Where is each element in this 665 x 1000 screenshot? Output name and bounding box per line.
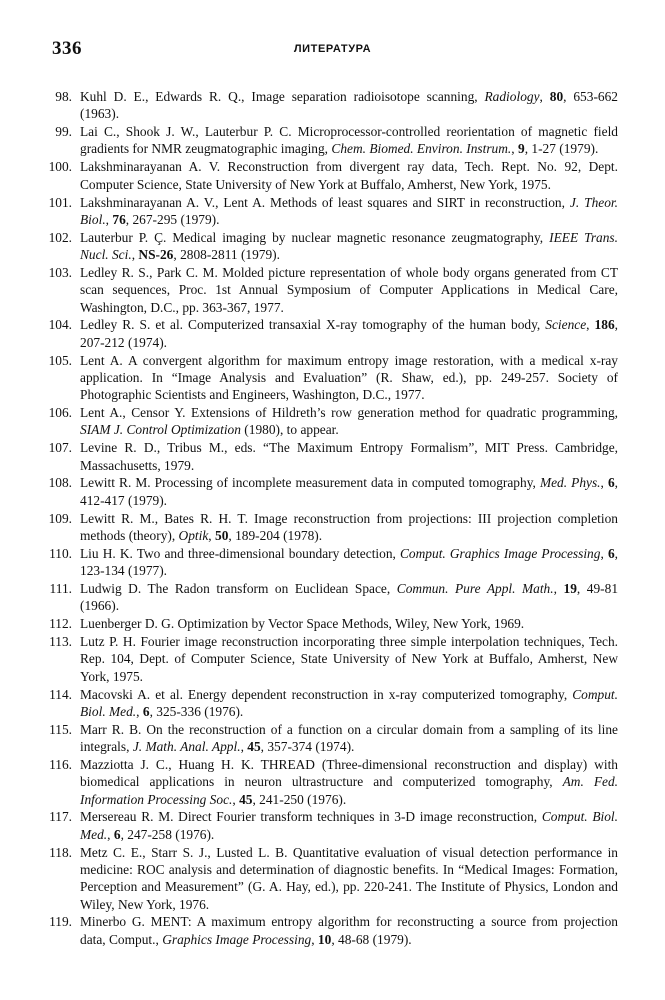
reference-number: 117. [49,809,72,825]
reference-text: , 189-204 (1978). [228,527,323,543]
reference-text: , [553,581,564,597]
reference-number: 104. [48,317,72,333]
reference-entry [40,404,618,439]
reference-entry [40,88,618,123]
reference-text: , 412-417 (1979). [80,475,619,508]
reference-text: , 247-258 (1976). [120,826,215,842]
reference-text: , 49-81 (1966). [80,581,619,614]
reference-entry [40,352,618,404]
reference-journal: Optik [178,527,209,543]
reference-entry [40,194,618,229]
reference-text: , 241-250 (1976). [252,791,347,807]
reference-volume: 6 [142,703,150,719]
reference-volume: 50 [215,527,229,543]
reference-entry [40,229,618,264]
reference-entry [40,123,618,158]
reference-text: Ledley R. S. et al. Computerized transaxial X-ray tomography of the human body, [80,317,546,333]
running-title: ЛИТЕРАТУРА [293,43,372,55]
reference-journal: Comput. Graphics Image Processing [400,545,601,561]
reference-volume: 19 [563,581,577,597]
reference-text: Lent A., Censor Y. Extensions of Hildreth’s row generation method for quadratic programming, [80,405,618,421]
reference-volume: 6 [113,826,121,842]
reference-text: , [600,545,608,561]
reference-volume: 45 [239,791,253,807]
reference-number: 103. [48,264,72,280]
reference-volume: 6 [607,545,615,561]
reference-number: 107. [48,440,72,456]
reference-text: , 357-374 (1974). [260,739,355,755]
reference-number: 110. [49,545,72,561]
reference-text: Lakshminarayanan A. V., Lent A. Methods of least squares and SIRT in reconstruction, [80,194,570,210]
reference-journal: Graphics Image Processing [162,931,312,947]
reference-journal: Science [545,317,587,333]
reference-text: , [105,211,113,227]
reference-number: 111. [49,581,72,597]
reference-entry [40,913,618,948]
reference-text: , [208,527,215,543]
reference-journal: Radiology [484,89,540,104]
reference-text: , [131,247,139,263]
reference-entry [40,615,618,632]
reference-entry [40,844,618,913]
reference-volume: 76 [112,211,126,227]
reference-text: , [136,703,143,719]
reference-journal: Am. Fed. Information Processing Soc. [80,774,618,807]
reference-number: 102. [48,229,72,245]
reference-text: Lent A. A convergent algorithm for maximum entropy image restoration, with a medical x-ray application. In “Image Analysis and Evaluation” (R. Shaw, ed.), pp. 249-257. Society of Photographic Scientists and Engineers, Washington, D.C., 1977. [80,352,618,403]
reference-number: 109. [48,510,72,526]
reference-text: Liu H. K. Two and three-dimensional boundary detection, [80,545,400,561]
reference-volume: 80 [549,89,564,104]
reference-volume: 9 [517,141,525,157]
reference-text: Kuhl D. E., Edwards R. Q., Image separation radioisotope scanning, [80,89,485,104]
reference-entry [40,721,618,756]
reference-text: Ludwig D. The Radon transform on Euclidean Space, [80,581,397,597]
reference-volume: 45 [247,739,261,755]
reference-entry [40,545,618,580]
reference-text: (1980), to appear. [240,422,339,438]
reference-text: Lauterbur P. Ç. Medical imaging by nuclear magnetic resonance zeugmatography, [80,229,550,245]
reference-text: Minerbo G. MENT: A maximum entropy algorithm for reconstructing a source from projection data, Comput., [80,914,618,947]
reference-entry [40,686,618,721]
reference-volume: NS-26 [138,247,174,263]
reference-journal: Commun. Pure Appl. Math. [396,581,554,597]
reference-entry [40,158,618,193]
reference-text: Ledley R. S., Park C. M. Molded picture representation of whole body organs generated from CT scan sequences, Proc. 1st Annual Symposium of Computer Applications in Medical Care, Washington, D.C., pp. 363-367, 1977. [80,264,618,315]
reference-number: 113. [49,634,72,650]
reference-entry [40,264,618,316]
reference-journal: Comput. Biol. Med. [80,686,618,719]
reference-journal: Comput. Biol. Med. [80,809,618,842]
reference-journal: Med. Phys. [539,475,601,491]
reference-entry [40,756,618,808]
reference-entry [40,808,618,843]
reference-text: Mersereau R. M. Direct Fourier transform techniques in 3-D image reconstruction, [80,809,542,825]
reference-text: , [232,791,240,807]
reference-volume: 6 [607,475,615,491]
reference-number: 100. [48,159,72,175]
reference-text: Marr R. B. On the reconstruction of a function on a circular domain from a sampling of its line integrals, [80,721,618,755]
reference-number: 98. [55,89,72,104]
reference-text: Lai C., Shook J. W., Lauterbur P. C. Microprocessor-controlled reorientation of magnetic field gradients for NMR zeugmatographic imaging, [80,124,618,157]
reference-text: , [240,739,248,755]
reference-number: 105. [48,352,72,368]
reference-entry [40,316,618,351]
reference-text: , 207-212 (1974). [80,317,618,350]
reference-volume: 186 [594,317,615,333]
reference-volume: 10 [317,931,332,947]
reference-number: 115. [49,721,72,737]
reference-text: , [107,826,114,842]
reference-number: 114. [49,686,72,702]
reference-text: , 123-134 (1977). [80,545,618,579]
reference-text: , 1-27 (1979). [524,141,599,157]
reference-text: Lewitt R. M. Processing of incomplete measurement data in computed tomography, [80,475,540,491]
reference-text: , 653-662 (1963). [80,89,618,122]
reference-text: Macovski A. et al. Energy dependent reconstruction in x-ray computerized tomography, [80,686,573,702]
reference-entry [40,474,618,509]
reference-number: 99. [55,124,72,140]
reference-journal: J. Theor. Biol. [80,194,618,227]
reference-text: , [539,89,550,104]
reference-journal: SIAM J. Control Optimization [80,422,241,438]
reference-journal: Chem. Biomed. Environ. Instrum. [331,141,512,157]
reference-text: , [311,931,318,947]
reference-text: Mazziotta J. C., Huang H. K. THREAD (Three-dimensional reconstruction and display) with biomedical applications in neuron ultrastructure and computerized tomography, [80,756,618,790]
reference-text: Lakshminarayanan A. V. Reconstruction from divergent ray data, Tech. Rept. No. 92, Dept. Computer Science, State University of New York at Buffalo, Amherst, New York, 1975. [80,159,618,192]
reference-number: 116. [49,756,72,772]
page-number: 336 [52,38,82,59]
reference-number: 108. [48,475,72,491]
reference-journal: J. Math. Anal. Appl. [132,739,241,755]
reference-entry [40,510,618,545]
reference-number: 106. [48,405,72,421]
reference-text: , 2808-2811 (1979). [173,247,280,263]
reference-text: , 267-295 (1979). [125,211,220,227]
reference-text: , [600,475,608,491]
reference-number: 101. [48,194,72,210]
reference-text: Luenberger D. G. Optimization by Vector Space Methods, Wiley, New York, 1969. [80,616,525,632]
reference-text: , 325-336 (1976). [149,703,244,719]
reference-text: , [586,317,595,333]
reference-number: 119. [49,914,72,930]
reference-text: Lutz P. H. Fourier image reconstruction incorporating three simple interpolation techniques, Tech. Rep. 104, Dept. of Computer Science, State University of New York at Buffalo, Amherst, New York, 1975. [80,634,618,684]
reference-journal: IEEE Trans. Nucl. Sci. [80,229,618,263]
reference-list [40,88,618,948]
reference-text: , 48-68 (1979). [331,931,412,947]
reference-entry [40,580,618,615]
reference-entry [40,633,618,685]
reference-text: , [511,141,518,157]
reference-text: Lewitt R. M., Bates R. H. T. Image reconstruction from projections: III projection completion methods (theory), [80,510,618,543]
reference-text: Metz C. E., Starr S. J., Lusted L. B. Quantitative evaluation of visual detection performance in medicine: ROC analysis and determination of diagnostic benefits. In “Medical Images: Formation, Perception and Measurement” (G. A. Hay, ed.), pp. 220-241. The Institute of Physics, London and Wiley, New York, 1976. [80,844,618,912]
reference-number: 112. [49,616,72,632]
reference-entry [40,439,618,474]
reference-number: 118. [49,844,72,860]
reference-text: Levine R. D., Tribus M., eds. “The Maximum Entropy Formalism”, MIT Press. Cambridge, Massachusetts, 1979. [80,440,618,473]
